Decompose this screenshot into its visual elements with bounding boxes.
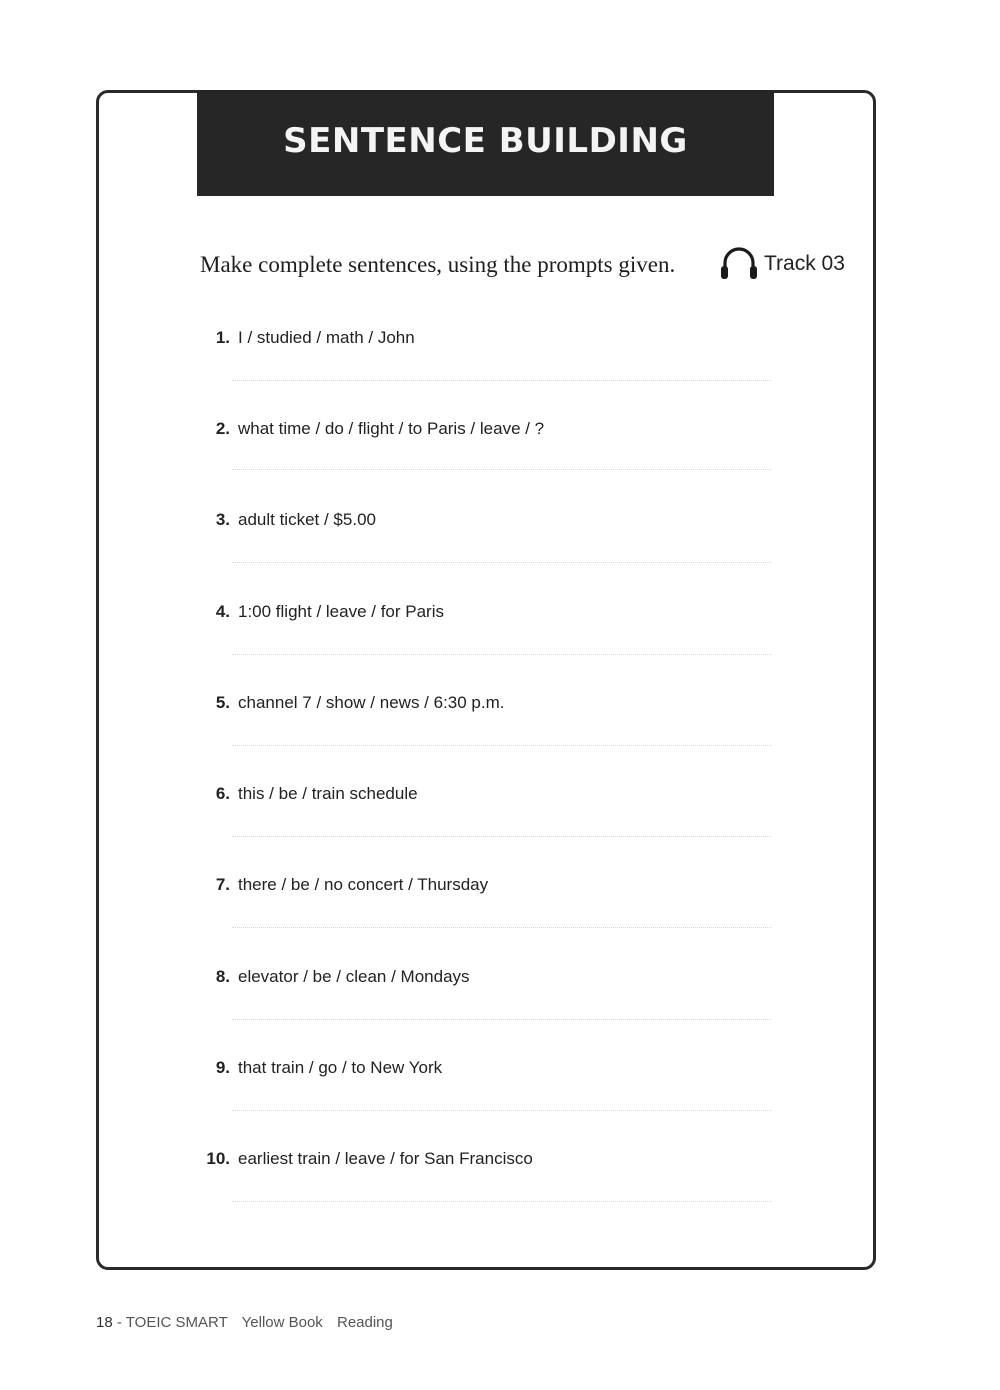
list-item: [200, 328, 415, 356]
item-prompt: earliest train / leave / for San Francisco: [238, 1149, 533, 1168]
list-item: [200, 693, 504, 721]
instruction-text: Make complete sentences, using the prompts given.: [200, 252, 676, 277]
item-number: 5.: [215, 693, 230, 712]
answer-line[interactable]: [232, 1019, 772, 1020]
item-prompt: adult ticket / $5.00: [238, 510, 376, 529]
list-item: [200, 1058, 442, 1086]
item-number: 8.: [215, 967, 230, 986]
item-prompt: there / be / no concert / Thursday: [238, 875, 489, 894]
footer-section: Reading: [336, 1314, 393, 1331]
answer-line[interactable]: [232, 654, 772, 655]
item-prompt: that train / go / to New York: [238, 1058, 443, 1077]
list-item: [200, 510, 376, 538]
page-title: SENTENCE BUILDING: [283, 121, 688, 161]
answer-line[interactable]: [232, 927, 772, 928]
answer-line[interactable]: [232, 469, 772, 470]
list-item: [200, 784, 418, 812]
answer-line[interactable]: [232, 562, 772, 563]
list-item: [200, 419, 544, 447]
item-number: 10.: [206, 1149, 230, 1168]
item-number: 7.: [215, 875, 230, 894]
footer-edition: Yellow Book: [241, 1314, 323, 1331]
item-prompt: elevator / be / clean / Mondays: [238, 967, 470, 986]
answer-line[interactable]: [232, 1110, 772, 1111]
item-number: 6.: [215, 784, 230, 803]
list-item: [200, 967, 470, 995]
answer-line[interactable]: [232, 380, 772, 381]
item-number: 1.: [215, 328, 230, 347]
item-prompt: I / studied / math / John: [238, 328, 415, 347]
item-number: 9.: [215, 1058, 230, 1077]
item-prompt: this / be / train schedule: [238, 784, 418, 803]
list-item: [200, 875, 488, 903]
instruction-row: [200, 244, 852, 284]
answer-line[interactable]: [232, 1201, 772, 1202]
footer-separator: -: [116, 1314, 122, 1331]
item-number: 2.: [215, 419, 230, 438]
title-banner: [197, 90, 774, 196]
item-prompt: channel 7 / show / news / 6:30 p.m.: [238, 693, 505, 712]
answer-line[interactable]: [232, 836, 772, 837]
page-footer: [96, 1314, 393, 1331]
headphones-icon: [718, 244, 760, 284]
list-item: [200, 1149, 533, 1177]
item-prompt: 1:00 flight / leave / for Paris: [238, 602, 444, 621]
audio-track[interactable]: [718, 244, 845, 284]
item-prompt: what time / do / flight / to Paris / leave / ?: [238, 419, 545, 438]
track-label: Track 03: [764, 252, 845, 275]
footer-book: TOEIC SMART: [125, 1314, 228, 1331]
item-number: 4.: [215, 602, 230, 621]
answer-line[interactable]: [232, 745, 772, 746]
item-number: 3.: [215, 510, 230, 529]
page-number: 18: [96, 1314, 113, 1331]
list-item: [200, 602, 444, 630]
